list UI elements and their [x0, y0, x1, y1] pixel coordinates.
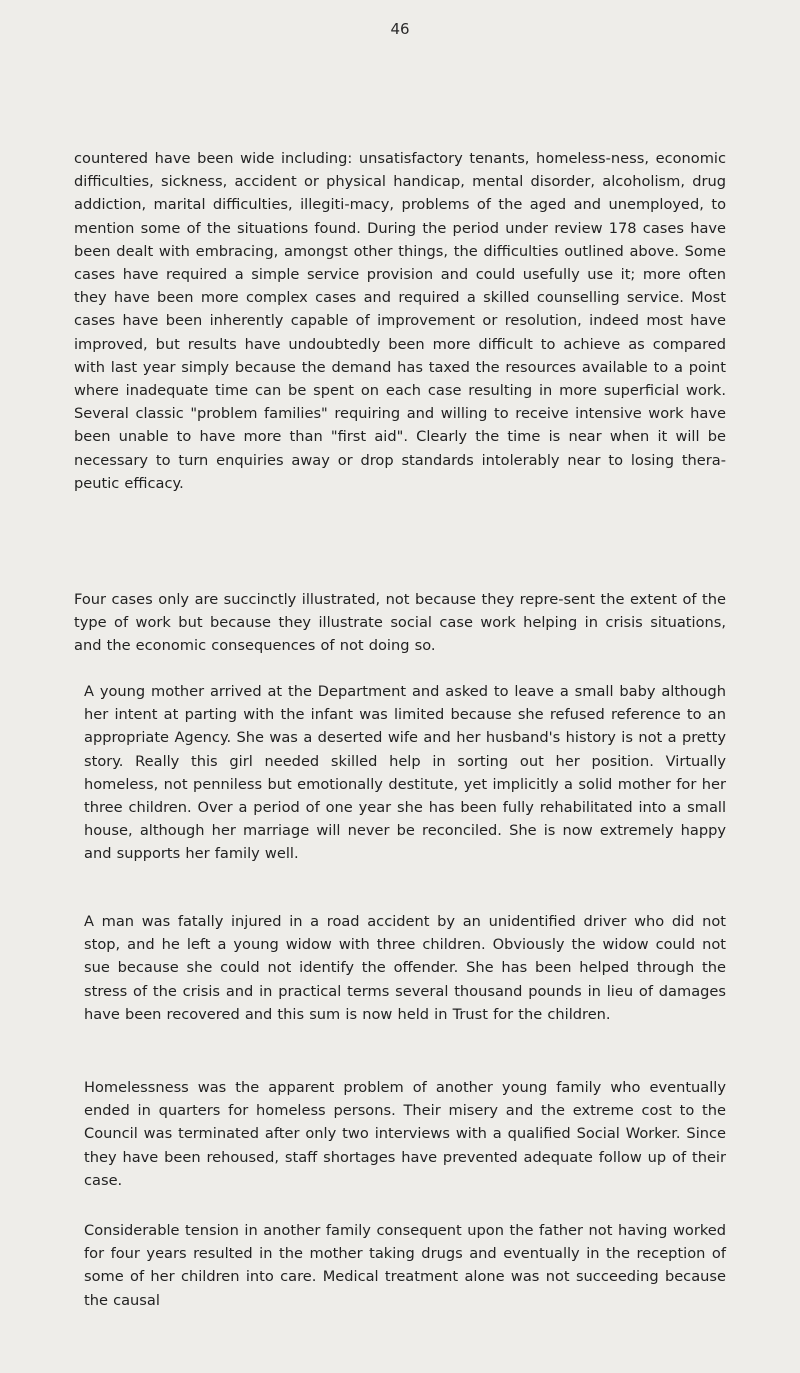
case-paragraph-family-tension — [84, 1219, 726, 1312]
case-text: A young mother arrived at the Department and asked to leave a small baby although her intent at parting with the infant was limited because she refused reference to an appropriate Agency. She was a deserted wife and her husband's history is not a pretty story. Really this girl needed skilled help in sorting out her position. Virtually homeless, not penniless but emotionally destitute, yet implicitly a solid mother for her three children. Over a period of one year she has been fully rehabilitated into a small house, although her marriage will never be reconciled. She is now extremely happy and supports her family well. — [84, 683, 726, 863]
page-number: 46 — [390, 20, 410, 38]
intro-text: countered have been wide including: unsatisfactory tenants, homeless-ness, economic difficulties, sickness, accident or physical handicap, mental disorder, alcoholism, drug addiction, marital difficulties, illegiti-macy, problems of the aged and unemployed, to mention some of the situations found. During the period under review 178 cases have been dealt with embracing, amongst other things, the difficulties outlined above. Some cases have required a simple service provision and could usefully use it; more often they have been more complex cases and required a skilled counselling service. Most cases have been inherently capable of improvement or resolution, indeed most have improved, but results have undoubtedly been more difficult to achieve as compared with last year simply because the demand has taxed the resources available to a point where inadequate time can be spent on each case resulting in more superficial work. Several classic "problem families" requiring and willing to receive intensive work have been unable to have more than "first aid". Clearly the time is near when it will be necessary to turn enquiries away or drop standards intolerably near to losing thera-peutic efficacy. — [74, 150, 726, 492]
case-paragraph-homelessness — [84, 1076, 726, 1192]
case-paragraph-young-mother — [84, 680, 726, 866]
case-paragraph-road-accident — [84, 910, 726, 1026]
overview-paragraph — [74, 588, 726, 658]
case-text: A man was fatally injured in a road accident by an unidentified driver who did not stop, and he left a young widow with three children. Obviously the widow could not sue because she could not identify the offender. She has been helped through the stress of the crisis and in practical terms several thousand pounds in lieu of damages have been recovered and this sum is now held in Trust for the children. — [84, 913, 726, 1023]
case-text: Homelessness was the apparent problem of another young family who eventually ended in quarters for homeless persons. Their misery and the extreme cost to the Council was terminated after only two interviews with a qualified Social Worker. Since they have been rehoused, staff shortages have prevented adequate follow up of their case. — [84, 1079, 726, 1189]
overview-text: Four cases only are succinctly illustrated, not because they repre-sent the extent of the type of work but because they illustrate social case work helping in crisis situations, and the economic consequences of not doing so. — [74, 591, 726, 655]
intro-paragraph — [74, 147, 726, 495]
case-text: Considerable tension in another family consequent upon the father not having worked for four years resulted in the mother taking drugs and eventually in the reception of some of her children into care. Medical treatment alone was not succeeding because the causal — [84, 1222, 726, 1309]
